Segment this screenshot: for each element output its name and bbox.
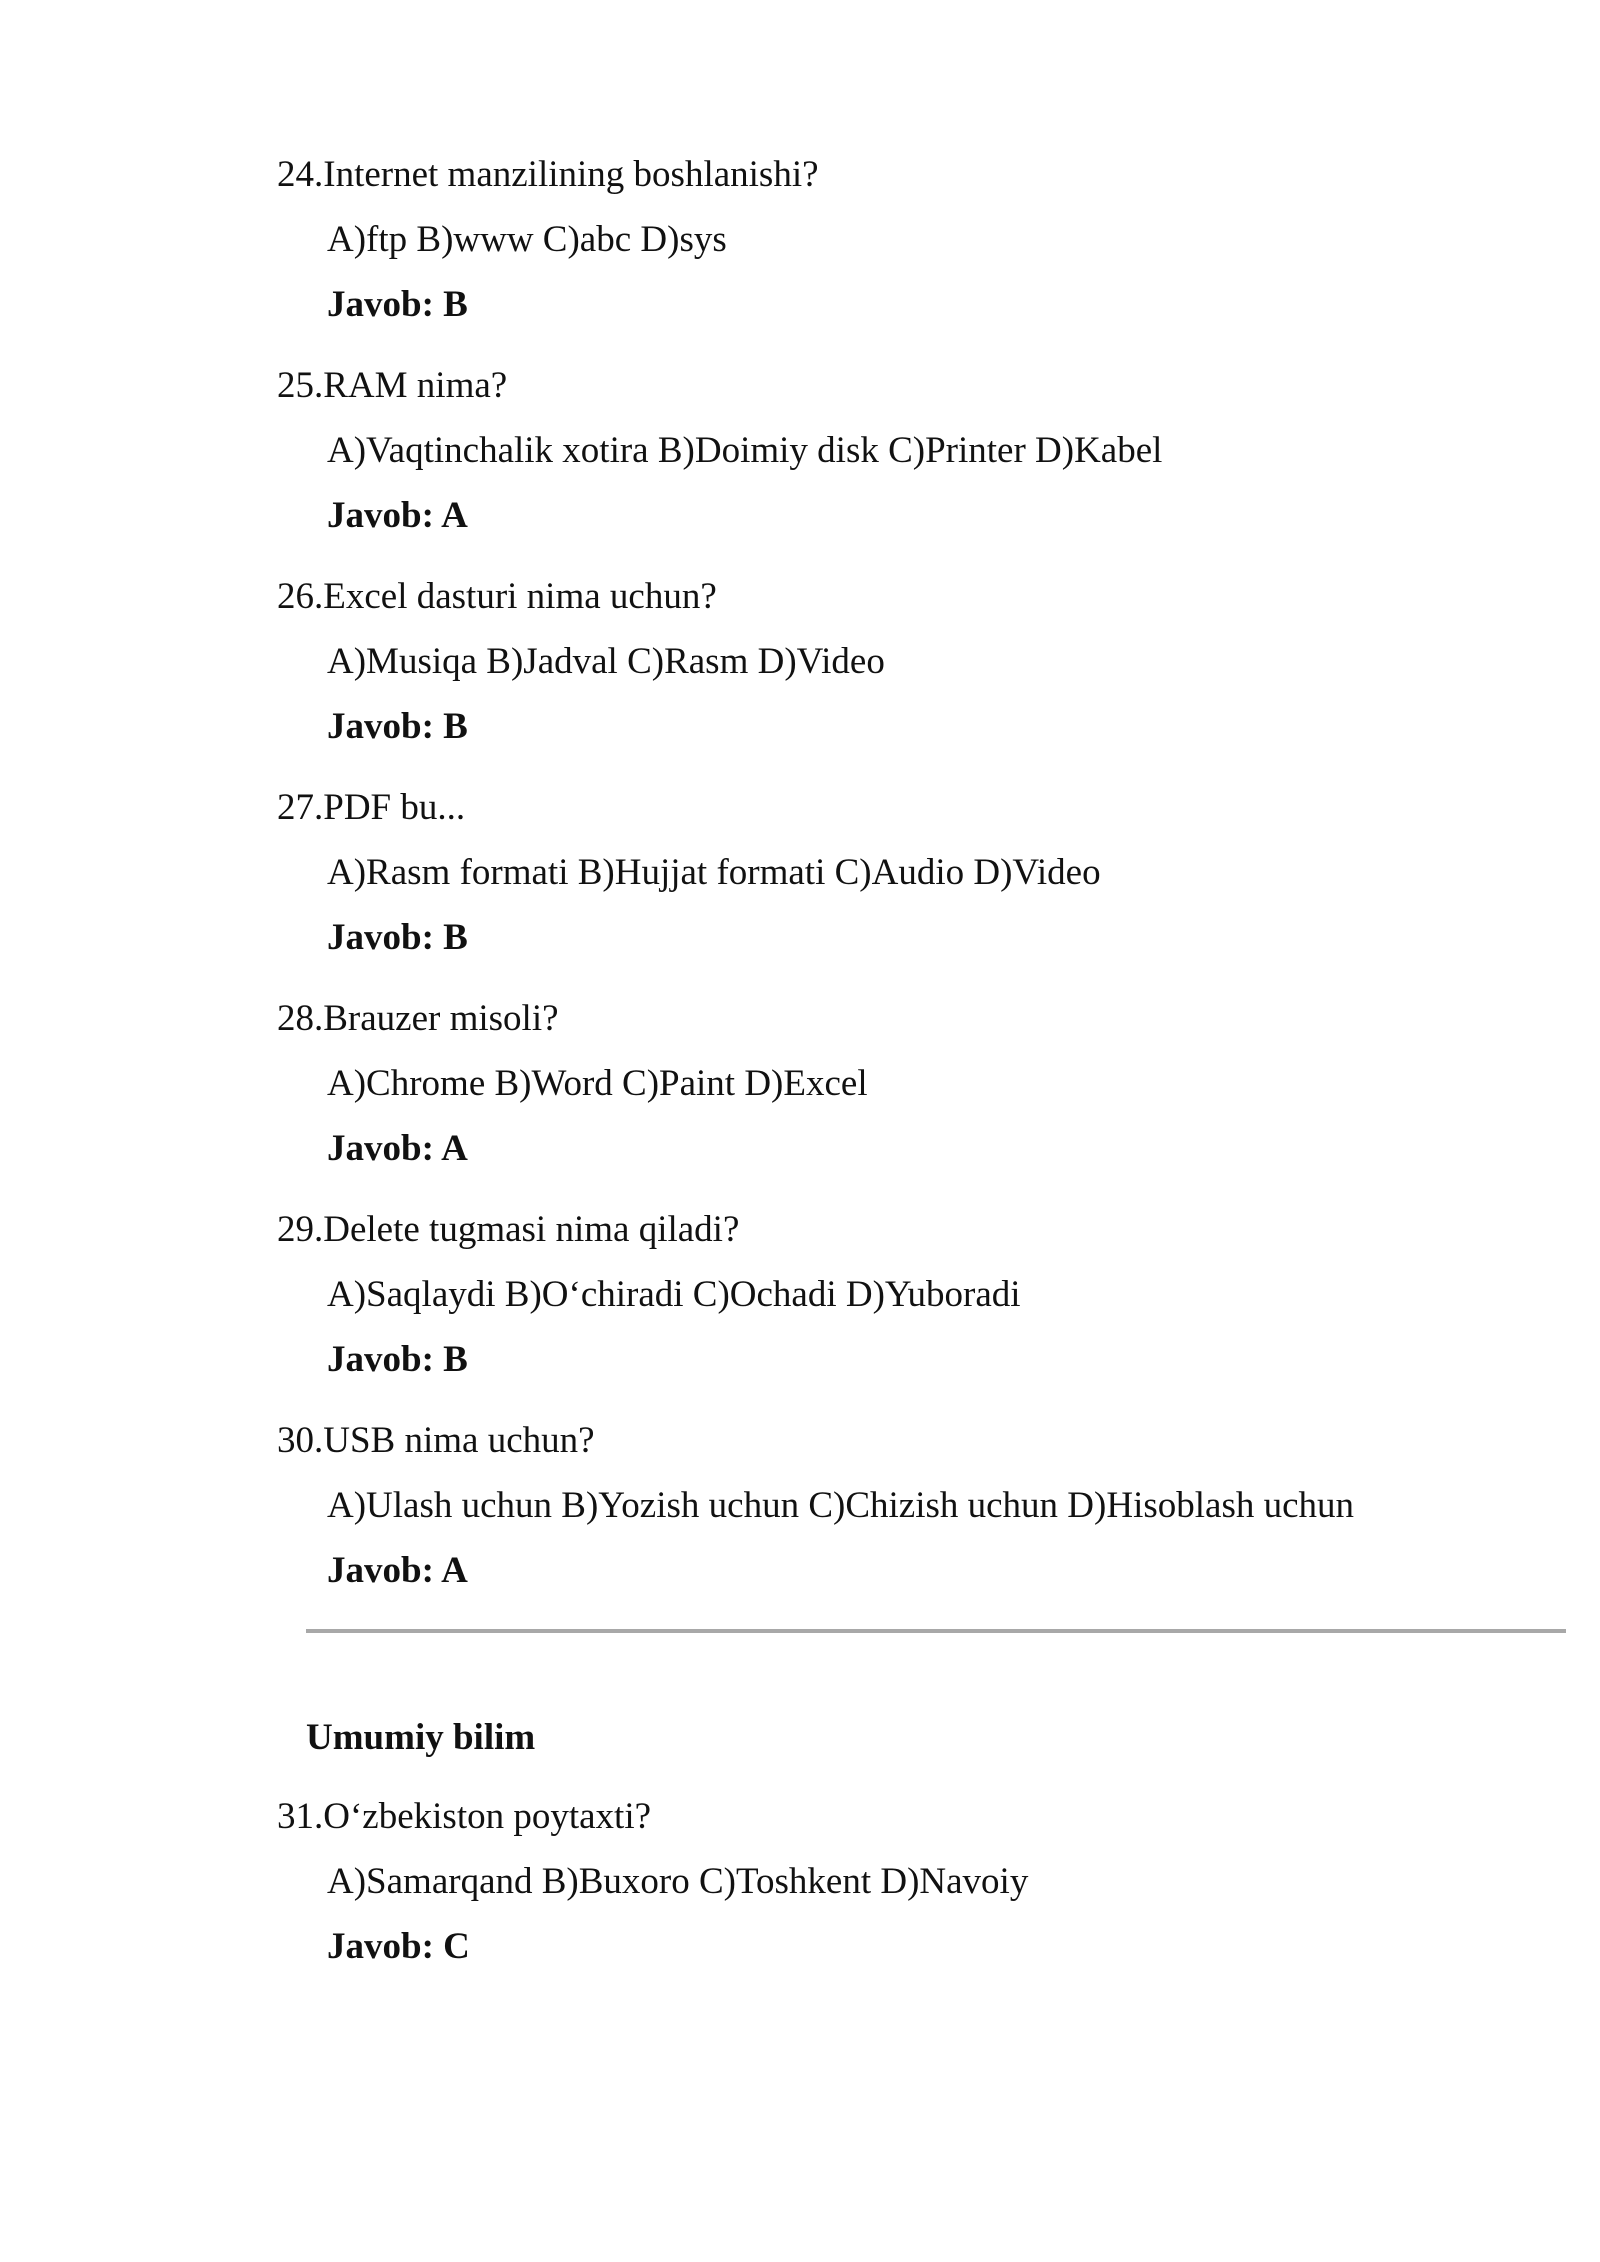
correct-answer: Javob: C (327, 1926, 470, 1967)
correct-answer: Javob: B (327, 284, 468, 325)
answer-options: A)Saqlaydi B)O‘chiradi C)Ochadi D)Yuboradi (327, 1274, 1021, 1315)
correct-answer: Javob: A (327, 495, 468, 536)
question-text: 26.Excel dasturi nima uchun? (277, 576, 717, 617)
answer-options: A)Rasm formati B)Hujjat formati C)Audio D)Video (327, 852, 1101, 893)
answer-options: A)Ulash uchun B)Yozish uchun C)Chizish uchun D)Hisoblash uchun (327, 1485, 1355, 1526)
question-text: 25.RAM nima? (277, 365, 508, 406)
answer-options: A)Chrome B)Word C)Paint D)Excel (327, 1063, 868, 1104)
question-text: 28.Brauzer misoli? (277, 998, 559, 1039)
correct-answer: Javob: A (327, 1128, 468, 1169)
section-heading: Umumiy bilim (306, 1717, 536, 1758)
question-text: 24.Internet manzilining boshlanishi? (277, 154, 819, 195)
correct-answer: Javob: B (327, 917, 468, 958)
question-text: 31.O‘zbekiston poytaxti? (277, 1796, 652, 1837)
answer-options: A)Vaqtinchalik xotira B)Doimiy disk C)Printer D)Kabel (327, 430, 1163, 471)
answer-options: A)Musiqa B)Jadval C)Rasm D)Video (327, 641, 885, 682)
question-text: 29.Delete tugmasi nima qiladi? (277, 1209, 740, 1250)
answer-options: A)Samarqand B)Buxoro C)Toshkent D)Navoiy (327, 1861, 1029, 1902)
correct-answer: Javob: B (327, 706, 468, 747)
question-text: 30.USB nima uchun? (277, 1420, 595, 1461)
correct-answer: Javob: B (327, 1339, 468, 1380)
question-text: 27.PDF bu... (277, 787, 466, 828)
correct-answer: Javob: A (327, 1550, 468, 1591)
answer-options: A)ftp B)www C)abc D)sys (327, 219, 727, 260)
section-divider (306, 1629, 1566, 1633)
